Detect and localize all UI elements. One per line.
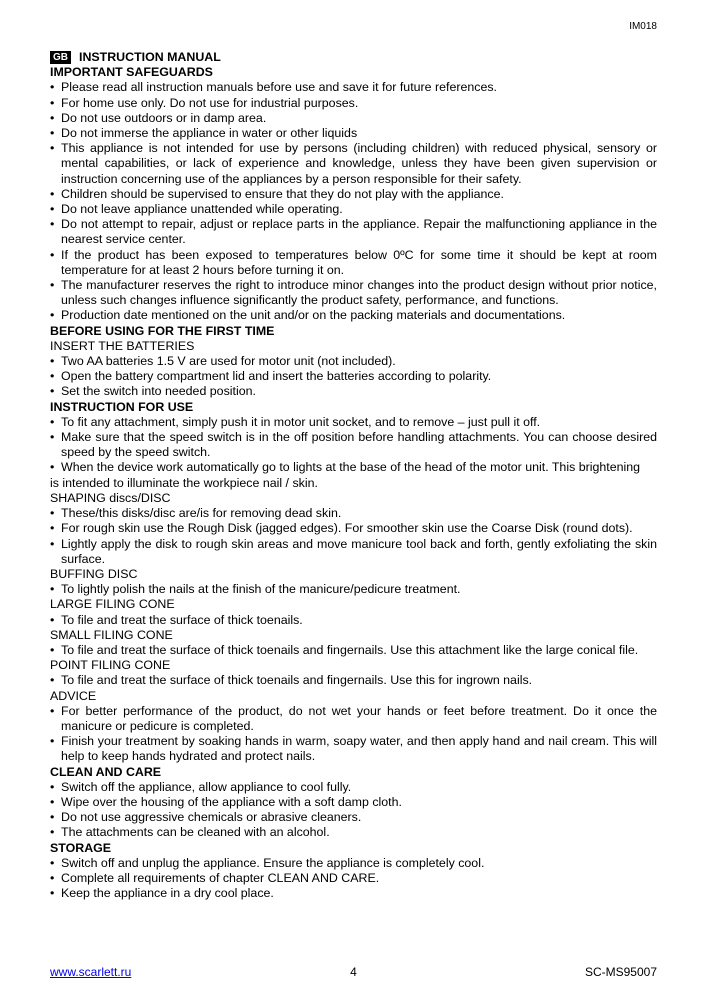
list-item: • Switch off and unplug the appliance. Ensure the appliance is completely cool. [50, 856, 657, 871]
buffing-list [50, 582, 657, 597]
list-item: • Open the battery compartment lid and insert the batteries according to polarity. [50, 369, 657, 384]
list-item: • To file and treat the surface of thick toenails. [50, 613, 657, 628]
point-cone-list [50, 673, 657, 688]
list-item: • Production date mentioned on the unit and/or on the packing materials and documentations. [50, 308, 657, 323]
section-heading-clean: CLEAN AND CARE [50, 764, 162, 779]
manual-title-text: INSTRUCTION MANUAL [79, 50, 221, 64]
model-number: SC-MS95007 [584, 965, 657, 979]
manual-title [50, 50, 657, 65]
list-item: • To lightly polish the nails at the finish of the manicure/pedicure treatment. [50, 582, 657, 597]
list-item: • These/this disks/disc are/is for removing dead skin. [50, 506, 657, 521]
list-item: • For home use only. Do not use for industrial purposes. [50, 96, 657, 111]
list-item: • Wipe over the housing of the appliance with a soft damp cloth. [50, 795, 657, 810]
subheading-small-cone: SMALL FILING CONE [50, 627, 173, 642]
usage-continuation: is intended to illuminate the workpiece nail / skin. [50, 475, 318, 490]
subheading-advice: ADVICE [50, 688, 97, 703]
list-item: • Switch off the appliance, allow appliance to cool fully. [50, 780, 657, 795]
section-heading-storage: STORAGE [50, 840, 112, 855]
language-badge: GB [50, 51, 71, 64]
small-cone-list [50, 643, 657, 658]
list-item: • For better performance of the product, do not wet your hands or feet before treatment. Do it once the manicure or pedicure is completed. [50, 704, 657, 734]
list-item: • Lightly apply the disk to rough skin areas and move manicure tool back and forth, gently exfoliating the skin surface. [50, 537, 657, 567]
section-heading-safeguards: IMPORTANT SAFEGUARDS [50, 65, 213, 80]
website-link[interactable]: www.scarlett.ru [50, 965, 132, 979]
shaping-list [50, 506, 657, 567]
clean-list [50, 780, 657, 841]
list-item: • Finish your treatment by soaking hands in warm, soapy water, and then apply hand and nail cream. This will help to keep hands hydrated and protect nails. [50, 734, 657, 764]
subheading-batteries: INSERT THE BATTERIES [50, 338, 195, 353]
list-item: • Do not attempt to repair, adjust or replace parts in the appliance. Repair the malfunctioning appliance in the nearest service center. [50, 217, 657, 247]
subheading-large-cone: LARGE FILING CONE [50, 597, 175, 612]
advice-list [50, 704, 657, 765]
safeguards-list [50, 80, 657, 323]
large-cone-list [50, 613, 657, 628]
page-number: 4 [350, 965, 357, 979]
list-item: • Please read all instruction manuals before use and save it for future references. [50, 80, 657, 95]
document-code: IM018 [629, 21, 657, 32]
list-item: • Keep the appliance in a dry cool place. [50, 886, 657, 901]
list-item: • To file and treat the surface of thick toenails and fingernails. Use this attachment like the large conical file. [50, 643, 657, 658]
manual-content [50, 50, 657, 901]
list-item: • Do not use aggressive chemicals or abrasive cleaners. [50, 810, 657, 825]
list-item: • Complete all requirements of chapter CLEAN AND CARE. [50, 871, 657, 886]
list-item: • Children should be supervised to ensure that they do not play with the appliance. [50, 187, 657, 202]
list-item: • Do not use outdoors or in damp area. [50, 111, 657, 126]
subheading-buffing: BUFFING DISC [50, 566, 138, 581]
list-item: • To file and treat the surface of thick toenails and fingernails. Use this for ingrown nails. [50, 673, 657, 688]
list-item: • For rough skin use the Rough Disk (jagged edges). For smoother skin use the Coarse Disk (round dots). [50, 521, 657, 536]
page-footer [50, 965, 657, 981]
subheading-shaping: SHAPING discs/DISC [50, 490, 171, 505]
list-item: • Set the switch into needed position. [50, 384, 657, 399]
list-item: • Two AA batteries 1.5 V are used for motor unit (not included). [50, 354, 657, 369]
subheading-point-cone: POINT FILING CONE [50, 658, 171, 673]
list-item: • This appliance is not intended for use by persons (including children) with reduced physical, sensory or mental capabilities, or lack of experience and knowledge, unless they have been given supervision or instruction concerning use of the appliances by a person responsible for their safety. [50, 141, 657, 187]
list-item: • When the device work automatically go to lights at the base of the head of the motor unit. This brightening [50, 460, 657, 475]
section-heading-usage: INSTRUCTION FOR USE [50, 399, 194, 414]
list-item: • To fit any attachment, simply push it in motor unit socket, and to remove – just pull it off. [50, 415, 657, 430]
list-item: • Do not immerse the appliance in water or other liquids [50, 126, 657, 141]
section-heading-first-time: BEFORE USING FOR THE FIRST TIME [50, 323, 275, 338]
batteries-list [50, 354, 657, 400]
list-item: • The manufacturer reserves the right to introduce minor changes into the product design without prior notice, unless such changes influence significantly the product safety, performance, and functions. [50, 278, 657, 308]
list-item: • The attachments can be cleaned with an alcohol. [50, 825, 657, 840]
list-item: • Make sure that the speed switch is in the off position before handling attachments. You can choose desired speed by the speed switch. [50, 430, 657, 460]
storage-list [50, 856, 657, 902]
list-item: • If the product has been exposed to temperatures below 0ºC for some time it should be kept at room temperature for at least 2 hours before turning it on. [50, 248, 657, 278]
list-item: • Do not leave appliance unattended while operating. [50, 202, 657, 217]
usage-list [50, 415, 657, 476]
